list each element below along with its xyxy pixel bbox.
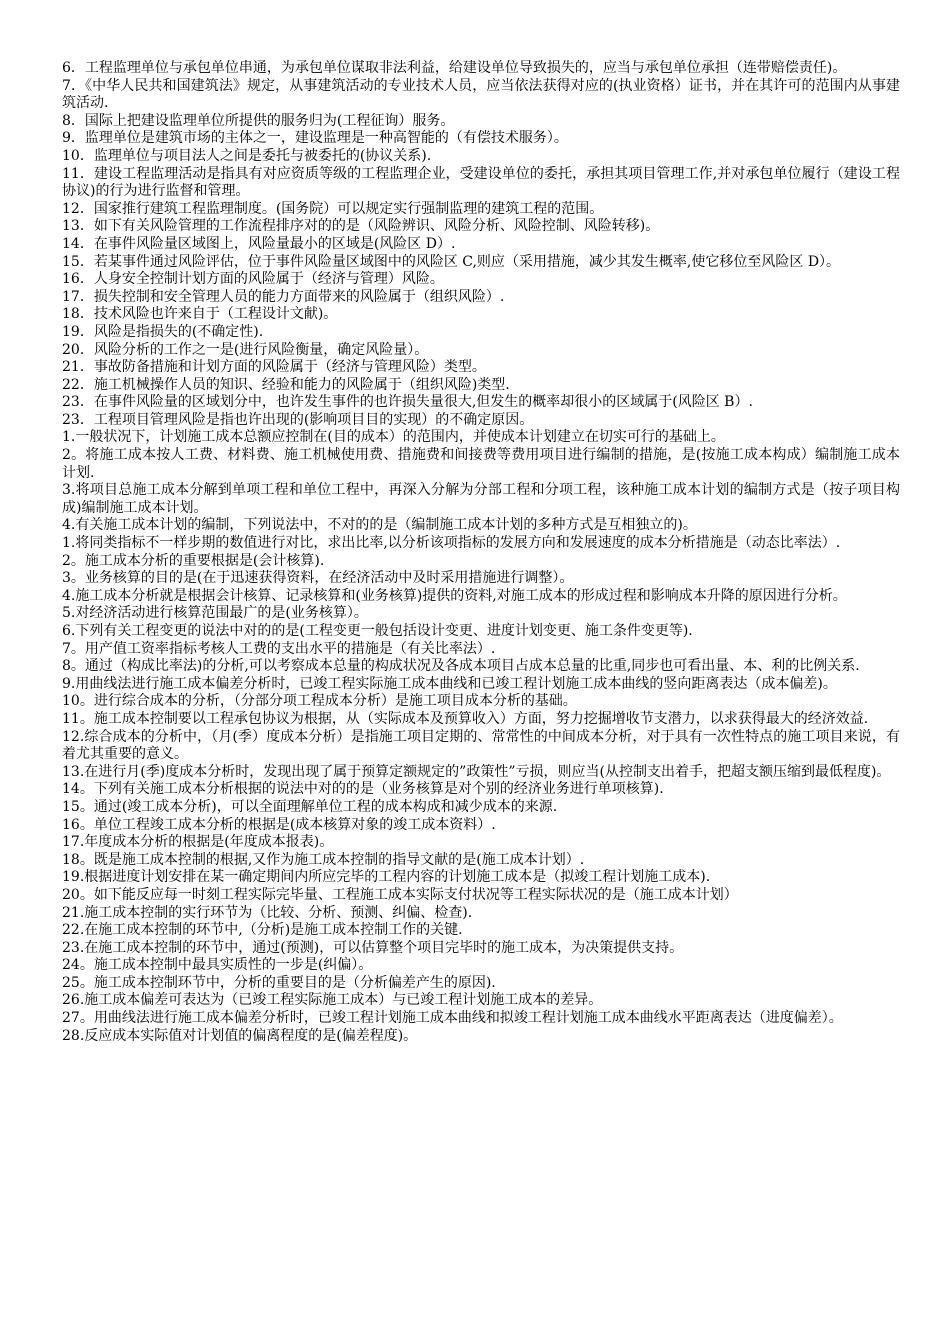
document-paragraph: 19.根据进度计划安排在某一确定期间内所应完毕的工程内容的计划施工成本是（拟竣工程计划施工成本). [62, 869, 711, 886]
document-paragraph: 4.有关施工成本计划的编制，下列说法中，不对的的是（编制施工成本计划的多种方式是互相独立的)。 [62, 517, 697, 534]
document-paragraph: 14。下列有关施工成本分析根据的说法中对的的是（业务核算是对个别的经济业务进行单项核算). [62, 781, 664, 798]
document-paragraph: 27。用曲线法进行施工成本偏差分析时，已竣工程计划施工成本曲线和拟竣工程计划施工成本曲线水平距离表达（进度偏差）。 [62, 1010, 843, 1027]
document-paragraph: 20。如下能反应每一时刻工程实际完毕量、工程施工成本实际支付状况等工程实际状况的是（施工成本计划） [62, 886, 738, 903]
document-paragraph: 6．工程监理单位与承包单位串通，为承包单位谋取非法利益，给建设单位导致损失的，应当与承包单位承担（连带赔偿责任)。 [62, 60, 847, 76]
document-paragraph: 5.对经济活动进行核算范围最广的是(业务核算）。 [62, 605, 368, 622]
document-paragraph: 2。施工成本分析的重要根据是(会计核算). [62, 552, 325, 569]
document-paragraph: 9．监理单位是建筑市场的主体之一，建设监理是一种高智能的（有偿技术服务）。 [62, 130, 568, 147]
document-paragraph: 7．《中华人民共和国建筑法》规定，从事建筑活动的专业技术人员，应当依法获得对应的(执业资格）证书，并在其许可的范围内从事建筑活动. [62, 77, 900, 112]
document-paragraph: 13．如下有关风险管理的工作流程排序对的的是（风险辨识、风险分析、风险控制、风险转移)。 [62, 218, 660, 235]
document-paragraph: 12.综合成本的分析中，（月(季）度成本分析）是指施工项目定期的、常常性的中间成本分析，对于具有一次性特点的施工项目来说，有着尤其重要的意义。 [62, 728, 900, 763]
document-paragraph: 1.将同类指标不一样步期的数值进行对比，求出比率,以分析该项指标的发展方向和发展速度的成本分析措施是（动态比率法）. [62, 535, 841, 552]
document-paragraph: 18。既是施工成本控制的根据,又作为施工成本控制的指导文献的是(施工成本计划）. [62, 851, 585, 868]
document-paragraph: 3.将项目总施工成本分解到单项工程和单位工程中，再深入分解为分部工程和分项工程，该种施工成本计划的编制方式是（按子项目构成)编制施工成本计划。 [62, 482, 900, 516]
document-paragraph: 13.在进行月(季)度成本分析时，发现出现了属于预算定额规定的”政策性”亏损，则应当(从控制支出着手，把超支额压缩到最低程度)。 [62, 763, 891, 780]
document-paragraph: 21．事故防备措施和计划方面的风险属于（经济与管理风险）类型。 [62, 359, 486, 376]
document-paragraph: 11。施工成本控制要以工程承包协议为根据，从（实际成本及预算收入）方面，努力挖掘增收节支潜力，以求获得最大的经济效益. [62, 710, 869, 727]
document-paragraph: 11．建设工程监理活动是指具有对应资质等级的工程监理企业，受建设单位的委托，承担其项目管理工作,并对承包单位履行（建设工程协议)的行为进行监督和管理。 [62, 165, 900, 200]
document-page [62, 60, 900, 1045]
document-paragraph: 12．国家推行建筑工程监理制度。(国务院）可以规定实行强制监理的建筑工程的范围。 [62, 200, 604, 217]
document-paragraph: 21.施工成本控制的实行环节为（比较、分析、预测、纠偏、检查). [62, 904, 473, 921]
document-paragraph: 28.反应成本实际值对计划值的偏离程度的是(偏差程度)。 [62, 1027, 418, 1044]
document-paragraph: 20．风险分析的工作之一是(进行风险衡量，确定风险量）。 [62, 341, 429, 358]
document-paragraph: 2。将施工成本按人工费、材料费、施工机械使用费、措施费和间接费等费用项目进行编制的措施，是(按施工成本构成）编制施工成本计划. [62, 447, 900, 481]
document-paragraph: 1.一般状况下，计划施工成本总额应控制在(目的成本）的范围内，并使成本计划建立在切实可行的基础上。 [62, 429, 725, 446]
document-paragraph: 16。单位工程竣工成本分析的根据是(成本核算对象的竣工成本资料）. [62, 816, 496, 833]
document-paragraph: 10。进行综合成本的分析，（分部分项工程成本分析）是施工项目成本分析的基础。 [62, 693, 577, 710]
document-paragraph: 15．若某事件通过风险评估，位于事件风险量区域图中的风险区 C,则应（采用措施，减少其发生概率,使它移位至风险区 D）。 [62, 253, 841, 270]
document-paragraph: 22．施工机械操作人员的知识、经验和能力的风险属于（组织风险)类型. [62, 376, 510, 393]
document-paragraph: 14．在事件风险量区域图上，风险量最小的区域是(风险区 D）. [62, 235, 456, 252]
document-paragraph: 8。通过（构成比率法)的分析,可以考察成本总量的构成状况及各成本项目占成本总量的比重,同步也可看出量、本、利的比例关系. [62, 658, 860, 675]
document-paragraph: 4.施工成本分析就是根据会计核算、记录核算和(业务核算)提供的资料,对施工成本的形成过程和影响成本升降的原因进行分析。 [62, 587, 847, 604]
document-paragraph: 23.在施工成本控制的环节中，通过(预测)，可以估算整个项目完毕时的施工成本，为决策提供支持。 [62, 939, 684, 956]
document-paragraph: 3。业务核算的目的是(在于迅速获得资料，在经济活动中及时采用措施进行调整）。 [62, 570, 574, 587]
document-paragraph: 23．在事件风险量的区域划分中，也许发生事件的也许损失量很大,但发生的概率却很小的区域属于(风险区 B）. [62, 394, 753, 411]
document-paragraph: 8．国际上把建设监理单位所提供的服务归为(工程征询）服务。 [62, 112, 455, 129]
document-paragraph: 10．监理单位与项目法人之间是委托与被委托的(协议关系). [62, 147, 432, 164]
document-paragraph: 25。施工成本控制环节中，分析的重要目的是（分析偏差产生的原因). [62, 974, 496, 991]
document-paragraph: 19．风险是指损失的(不确定性). [62, 323, 264, 340]
document-paragraph: 18．技术风险也许来自于（工程设计文献)。 [62, 306, 338, 323]
document-paragraph: 9.用曲线法进行施工成本偏差分析时，已竣工程实际施工成本曲线和已竣工程计划施工成本曲线的竖向距离表达（成本偏差)。 [62, 675, 837, 692]
document-paragraph: 23．工程项目管理风险是指也许出现的(影响项目目的实现）的不确定原因。 [62, 411, 534, 428]
document-paragraph: 17.年度成本分析的根据是(年度成本报表)。 [62, 834, 334, 851]
document-paragraph: 22.在施工成本控制的环节中,（分析)是施工成本控制工作的关键. [62, 922, 463, 939]
document-paragraph: 26.施工成本偏差可表达为（已竣工程实际施工成本）与已竣工程计划施工成本的差异。 [62, 992, 603, 1009]
document-paragraph: 6.下列有关工程变更的说法中对的的是(工程变更一般包括设计变更、进度计划变更、施工条件变更等). [62, 623, 693, 639]
document-paragraph: 24。施工成本控制中最具实质性的一步是(纠偏）。 [62, 957, 373, 974]
document-paragraph: 15。通过(竣工成本分析)，可以全面理解单位工程的成本构成和减少成本的来源. [62, 798, 558, 815]
document-paragraph: 7。用产值工资率指标考核人工费的支出水平的措施是（有关比率法）. [62, 640, 496, 657]
document-paragraph: 16．人身安全控制计划方面的风险属于（经济与管理）风险。 [62, 271, 444, 288]
document-paragraph: 17．损失控制和安全管理人员的能力方面带来的风险属于（组织风险）. [62, 288, 505, 305]
